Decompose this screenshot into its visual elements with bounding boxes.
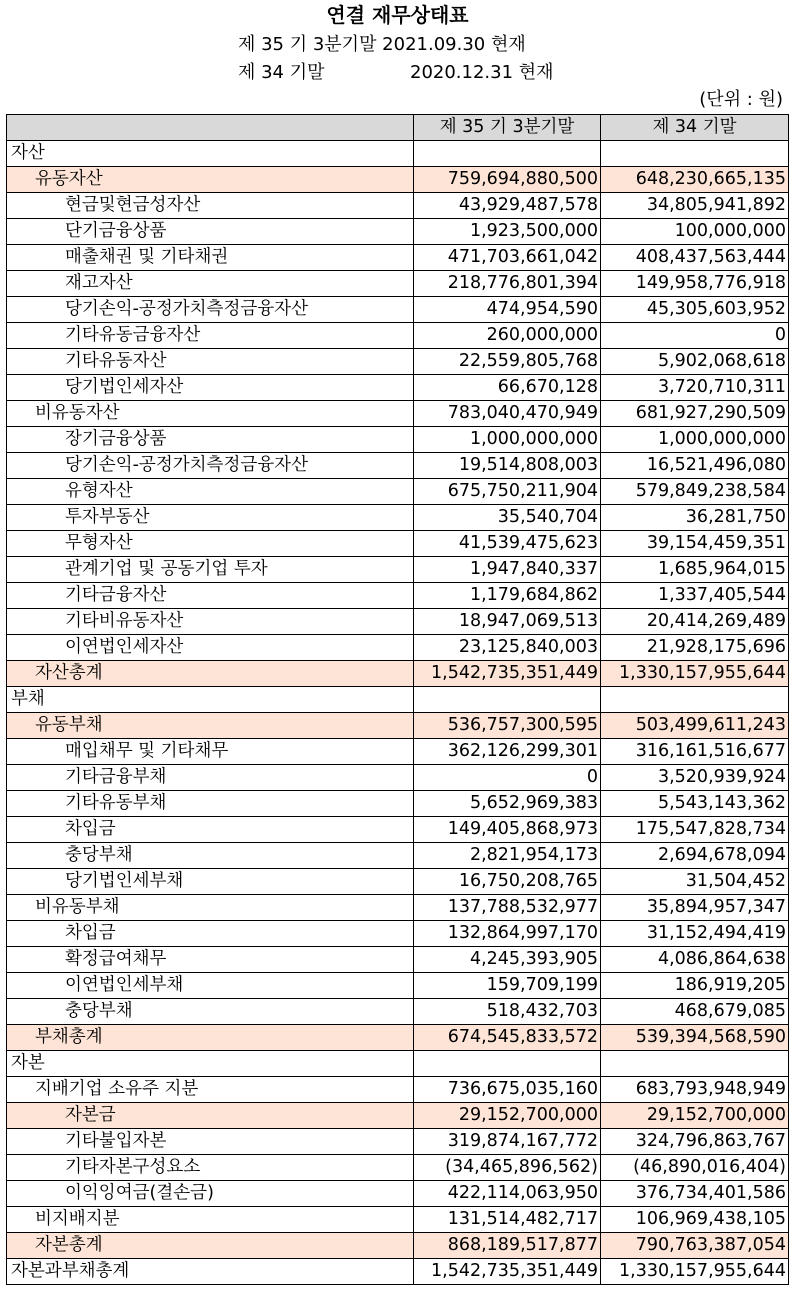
current-period-value-cell: 43,929,487,578	[414, 193, 601, 219]
account-name-cell: 차입금	[7, 817, 414, 843]
prior-period-value-cell: 29,152,700,000	[601, 1103, 789, 1129]
account-name-cell: 비유동부채	[7, 895, 414, 921]
current-period-value-cell: 18,947,069,513	[414, 609, 601, 635]
table-row	[7, 791, 789, 817]
table-row	[7, 245, 789, 271]
current-period-value-cell: 783,040,470,949	[414, 401, 601, 427]
prior-period-value-cell: 316,161,516,677	[601, 739, 789, 765]
account-name-cell: 이익잉여금(결손금)	[7, 1181, 414, 1207]
table-row	[7, 349, 789, 375]
table-row	[7, 609, 789, 635]
table-row	[7, 999, 789, 1025]
table-row	[7, 297, 789, 323]
prior-period-value-cell: 503,499,611,243	[601, 713, 789, 739]
account-name-cell: 차입금	[7, 921, 414, 947]
current-period-value-cell: 137,788,532,977	[414, 895, 601, 921]
header-current-period: 제 35 기 3분기말	[414, 115, 601, 141]
account-name-cell: 매입채무 및 기타채무	[7, 739, 414, 765]
prior-period-value-cell: 3,720,710,311	[601, 375, 789, 401]
prior-period-value-cell: 2,694,678,094	[601, 843, 789, 869]
current-period-value-cell: 518,432,703	[414, 999, 601, 1025]
account-name-cell: 자산총계	[7, 661, 414, 687]
table-row	[7, 1103, 789, 1129]
account-name-cell: 유동부채	[7, 713, 414, 739]
account-name-cell: 당기손익-공정가치측정금융자산	[7, 453, 414, 479]
table-row	[7, 375, 789, 401]
prior-period-value-cell: 31,152,494,419	[601, 921, 789, 947]
prior-period-value-cell: 5,543,143,362	[601, 791, 789, 817]
current-period-value-cell: 149,405,868,973	[414, 817, 601, 843]
table-row	[7, 661, 789, 687]
table-row	[7, 583, 789, 609]
current-period-value-cell	[414, 141, 601, 167]
account-name-cell: 유형자산	[7, 479, 414, 505]
prior-period-value-cell: 681,927,290,509	[601, 401, 789, 427]
prior-period-value-cell: 45,305,603,952	[601, 297, 789, 323]
account-name-cell: 무형자산	[7, 531, 414, 557]
current-period-value-cell: 319,874,167,772	[414, 1129, 601, 1155]
account-name-cell: 부채총계	[7, 1025, 414, 1051]
account-name-cell: 유동자산	[7, 167, 414, 193]
current-period-value-cell: 41,539,475,623	[414, 531, 601, 557]
table-row	[7, 817, 789, 843]
prior-period-value-cell: (46,890,016,404)	[601, 1155, 789, 1181]
account-name-cell: 기타비유동자산	[7, 609, 414, 635]
account-name-cell: 관계기업 및 공동기업 투자	[7, 557, 414, 583]
table-row	[7, 1207, 789, 1233]
table-row	[7, 1155, 789, 1181]
prior-period-value-cell: 0	[601, 323, 789, 349]
current-period-value-cell: 131,514,482,717	[414, 1207, 601, 1233]
table-row	[7, 401, 789, 427]
current-period-value-cell: 260,000,000	[414, 323, 601, 349]
current-period-value-cell: 4,245,393,905	[414, 947, 601, 973]
account-name-cell: 부채	[7, 687, 414, 713]
current-period-value-cell: 0	[414, 765, 601, 791]
account-name-cell: 지배기업 소유주 지분	[7, 1077, 414, 1103]
table-row	[7, 479, 789, 505]
table-row	[7, 635, 789, 661]
current-period-value-cell: 29,152,700,000	[414, 1103, 601, 1129]
table-row	[7, 687, 789, 713]
table-row	[7, 193, 789, 219]
current-period-value-cell: 471,703,661,042	[414, 245, 601, 271]
table-row	[7, 531, 789, 557]
account-name-cell: 확정급여채무	[7, 947, 414, 973]
prior-period-value-cell: 34,805,941,892	[601, 193, 789, 219]
prior-period-value-cell: 579,849,238,584	[601, 479, 789, 505]
current-period-value-cell: 22,559,805,768	[414, 349, 601, 375]
current-period-value-cell	[414, 1051, 601, 1077]
prior-period-value-cell: 1,330,157,955,644	[601, 1259, 789, 1285]
table-row	[7, 323, 789, 349]
prior-period-label: 제 34 기말	[238, 62, 325, 83]
prior-period-value-cell: 5,902,068,618	[601, 349, 789, 375]
table-row	[7, 453, 789, 479]
account-name-cell: 자본	[7, 1051, 414, 1077]
table-row	[7, 765, 789, 791]
prior-period-value-cell: 683,793,948,949	[601, 1077, 789, 1103]
table-row	[7, 869, 789, 895]
table-row	[7, 895, 789, 921]
current-period-value-cell: 536,757,300,595	[414, 713, 601, 739]
current-period-label: 제 35 기 3분기말 2021.09.30 현재	[238, 34, 526, 55]
prior-period-value-cell: 35,894,957,347	[601, 895, 789, 921]
table-row	[7, 713, 789, 739]
account-name-cell: 비유동자산	[7, 401, 414, 427]
prior-period-value-cell: 408,437,563,444	[601, 245, 789, 271]
table-row	[7, 141, 789, 167]
account-name-cell: 단기금융상품	[7, 219, 414, 245]
current-period-value-cell: 1,542,735,351,449	[414, 661, 601, 687]
table-row	[7, 557, 789, 583]
account-name-cell: 자산	[7, 141, 414, 167]
account-name-cell: 재고자산	[7, 271, 414, 297]
current-period-value-cell	[414, 687, 601, 713]
prior-period-value-cell: 468,679,085	[601, 999, 789, 1025]
account-name-cell: 장기금융상품	[7, 427, 414, 453]
current-period-value-cell: 19,514,808,003	[414, 453, 601, 479]
table-row	[7, 1077, 789, 1103]
table-row	[7, 1051, 789, 1077]
current-period-value-cell: 1,179,684,862	[414, 583, 601, 609]
account-name-cell: 이연법인세자산	[7, 635, 414, 661]
prior-period-value-cell: 16,521,496,080	[601, 453, 789, 479]
balance-sheet-table	[6, 114, 789, 1285]
prior-period-value-cell: 21,928,175,696	[601, 635, 789, 661]
prior-period-value-cell: 31,504,452	[601, 869, 789, 895]
current-period-value-cell: 23,125,840,003	[414, 635, 601, 661]
prior-period-value-cell: 648,230,665,135	[601, 167, 789, 193]
prior-period-value-cell	[601, 1051, 789, 1077]
prior-period-value-cell: 36,281,750	[601, 505, 789, 531]
header-account	[7, 115, 414, 141]
unit-label: (단위 : 원)	[699, 89, 783, 110]
prior-period-value-cell: 1,330,157,955,644	[601, 661, 789, 687]
prior-period-value-cell: 39,154,459,351	[601, 531, 789, 557]
prior-period-value-cell: 4,086,864,638	[601, 947, 789, 973]
table-row	[7, 505, 789, 531]
account-name-cell: 비지배지분	[7, 1207, 414, 1233]
prior-period-value-cell: 790,763,387,054	[601, 1233, 789, 1259]
current-period-value-cell: 736,675,035,160	[414, 1077, 601, 1103]
current-period-value-cell: 16,750,208,765	[414, 869, 601, 895]
current-period-value-cell: 759,694,880,500	[414, 167, 601, 193]
prior-period-value-cell: 186,919,205	[601, 973, 789, 999]
current-period-value-cell: (34,465,896,562)	[414, 1155, 601, 1181]
table-body	[7, 141, 789, 1285]
table-row	[7, 947, 789, 973]
current-period-value-cell: 66,670,128	[414, 375, 601, 401]
account-name-cell: 기타불입자본	[7, 1129, 414, 1155]
account-name-cell: 당기손익-공정가치측정금융자산	[7, 297, 414, 323]
current-period-value-cell: 674,545,833,572	[414, 1025, 601, 1051]
account-name-cell: 기타자본구성요소	[7, 1155, 414, 1181]
current-period-value-cell: 1,923,500,000	[414, 219, 601, 245]
account-name-cell: 충당부채	[7, 843, 414, 869]
table-row	[7, 843, 789, 869]
prior-period-value-cell: 3,520,939,924	[601, 765, 789, 791]
header-prior-period: 제 34 기말	[601, 115, 789, 141]
account-name-cell: 기타유동부채	[7, 791, 414, 817]
current-period-value-cell: 35,540,704	[414, 505, 601, 531]
prior-period-value-cell: 539,394,568,590	[601, 1025, 789, 1051]
table-row	[7, 271, 789, 297]
current-period-value-cell: 474,954,590	[414, 297, 601, 323]
current-period-value-cell: 1,947,840,337	[414, 557, 601, 583]
table-row	[7, 427, 789, 453]
table-row	[7, 1129, 789, 1155]
account-name-cell: 자본금	[7, 1103, 414, 1129]
account-name-cell: 자본과부채총계	[7, 1259, 414, 1285]
prior-period-value-cell	[601, 141, 789, 167]
prior-period-value-cell: 106,969,438,105	[601, 1207, 789, 1233]
current-period-value-cell: 218,776,801,394	[414, 271, 601, 297]
table-row	[7, 167, 789, 193]
account-name-cell: 당기법인세자산	[7, 375, 414, 401]
prior-period-value-cell: 1,000,000,000	[601, 427, 789, 453]
current-period-value-cell: 1,000,000,000	[414, 427, 601, 453]
table-row	[7, 1025, 789, 1051]
table-row	[7, 973, 789, 999]
statement-title: 연결 재무상태표	[326, 3, 469, 27]
account-name-cell: 매출채권 및 기타채권	[7, 245, 414, 271]
table-row	[7, 921, 789, 947]
account-name-cell: 자본총계	[7, 1233, 414, 1259]
table-row	[7, 219, 789, 245]
account-name-cell: 기타유동자산	[7, 349, 414, 375]
prior-period-value-cell: 1,685,964,015	[601, 557, 789, 583]
table-row	[7, 1233, 789, 1259]
prior-period-value-cell: 175,547,828,734	[601, 817, 789, 843]
prior-period-value-cell: 1,337,405,544	[601, 583, 789, 609]
table-row	[7, 739, 789, 765]
current-period-value-cell: 1,542,735,351,449	[414, 1259, 601, 1285]
account-name-cell: 충당부채	[7, 999, 414, 1025]
table-row	[7, 1181, 789, 1207]
prior-period-value-cell: 376,734,401,586	[601, 1181, 789, 1207]
account-name-cell: 이연법인세부채	[7, 973, 414, 999]
prior-period-value-cell: 149,958,776,918	[601, 271, 789, 297]
table-header-row	[7, 115, 789, 141]
current-period-value-cell: 159,709,199	[414, 973, 601, 999]
prior-period-date: 2020.12.31 현재	[410, 62, 554, 83]
account-name-cell: 기타유동금융자산	[7, 323, 414, 349]
current-period-value-cell: 5,652,969,383	[414, 791, 601, 817]
account-name-cell: 투자부동산	[7, 505, 414, 531]
current-period-value-cell: 362,126,299,301	[414, 739, 601, 765]
prior-period-value-cell: 20,414,269,489	[601, 609, 789, 635]
account-name-cell: 현금및현금성자산	[7, 193, 414, 219]
table-row	[7, 1259, 789, 1285]
current-period-value-cell: 2,821,954,173	[414, 843, 601, 869]
current-period-value-cell: 868,189,517,877	[414, 1233, 601, 1259]
prior-period-value-cell	[601, 687, 789, 713]
account-name-cell: 기타금융자산	[7, 583, 414, 609]
current-period-value-cell: 675,750,211,904	[414, 479, 601, 505]
account-name-cell: 기타금융부채	[7, 765, 414, 791]
current-period-value-cell: 132,864,997,170	[414, 921, 601, 947]
prior-period-value-cell: 324,796,863,767	[601, 1129, 789, 1155]
current-period-value-cell: 422,114,063,950	[414, 1181, 601, 1207]
prior-period-value-cell: 100,000,000	[601, 219, 789, 245]
account-name-cell: 당기법인세부채	[7, 869, 414, 895]
